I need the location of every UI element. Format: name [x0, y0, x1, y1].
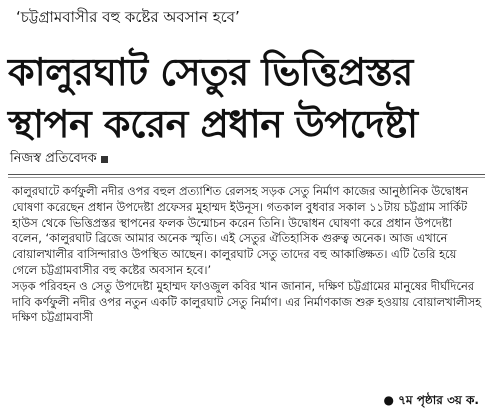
- byline-text: নিজস্ব প্রতিবেদক: [10, 151, 97, 166]
- continued-on-page: ● ৭ম পৃষ্ঠার ৩য় ক.: [383, 393, 479, 407]
- square-bullet-icon: [101, 156, 108, 163]
- article-body: [12, 184, 484, 326]
- divider: [8, 174, 485, 175]
- kicker: ‘চট্টগ্রামবাসীর বহু কষ্টের অবসান হবে’: [16, 8, 240, 26]
- divider: [8, 177, 485, 178]
- headline: [8, 46, 488, 150]
- paragraph-2: সড়ক পরিবহন ও সেতু উপদেষ্টা মুহাম্মদ ফাওজুল কবির খান জানান, দক্ষিণ চট্টগ্রামের মানুষের দীর্ঘদিনের দাবি কর্ণফুলী নদীর ওপর নতুন একটি কালুরঘাট সেতু নির্মাণ। এর নির্মাণকাজ শুরু হওয়ায় বোয়ালখালীসহ দক্ষিণ চট্টগ্রামবাসী: [12, 278, 482, 325]
- headline-line-1: কালুরঘাট সেতুর ভিত্তিপ্রস্তর: [8, 50, 413, 94]
- headline-line-2: স্থাপন করেন প্রধান উপদেষ্টা: [8, 102, 418, 146]
- byline: [10, 150, 108, 168]
- paragraph-1: কালুরঘাটে কর্ণফুলী নদীর ওপর বহুল প্রত্যাশিত রেলসহ সড়ক সেতু নির্মাণ কাজের আনুষ্ঠানিক উদ্বোধন ঘোষণা করেছেন প্রধান উপদেষ্টা প্রফেসর মুহাম্মদ ইউনূস। গতকাল বুধবার সকাল ১১টায় চট্টগ্রাম সার্কিট হাউস থেকে ভিত্তিপ্রস্তর স্থাপনের ফলক উন্মোচন করেন তিনি। উদ্বোধন ঘোষণা করে প্রধান উপদেষ্টা বলেন, ‘কালুরঘাট ব্রিজে আমার অনেক স্মৃতি। এই সেতুর ঐতিহাসিক গুরুত্ব অনেক। আজ এখানে বোয়ালখালীর বাসিন্দারাও উপস্থিত আছেন। কালুরঘাট সেতু তাদের বহু আকাঙ্ক্ষিত। এটি তৈরি হয়ে গেলে চট্টগ্রামবাসীর বহু কষ্টের অবসান হবে।’: [12, 184, 469, 277]
